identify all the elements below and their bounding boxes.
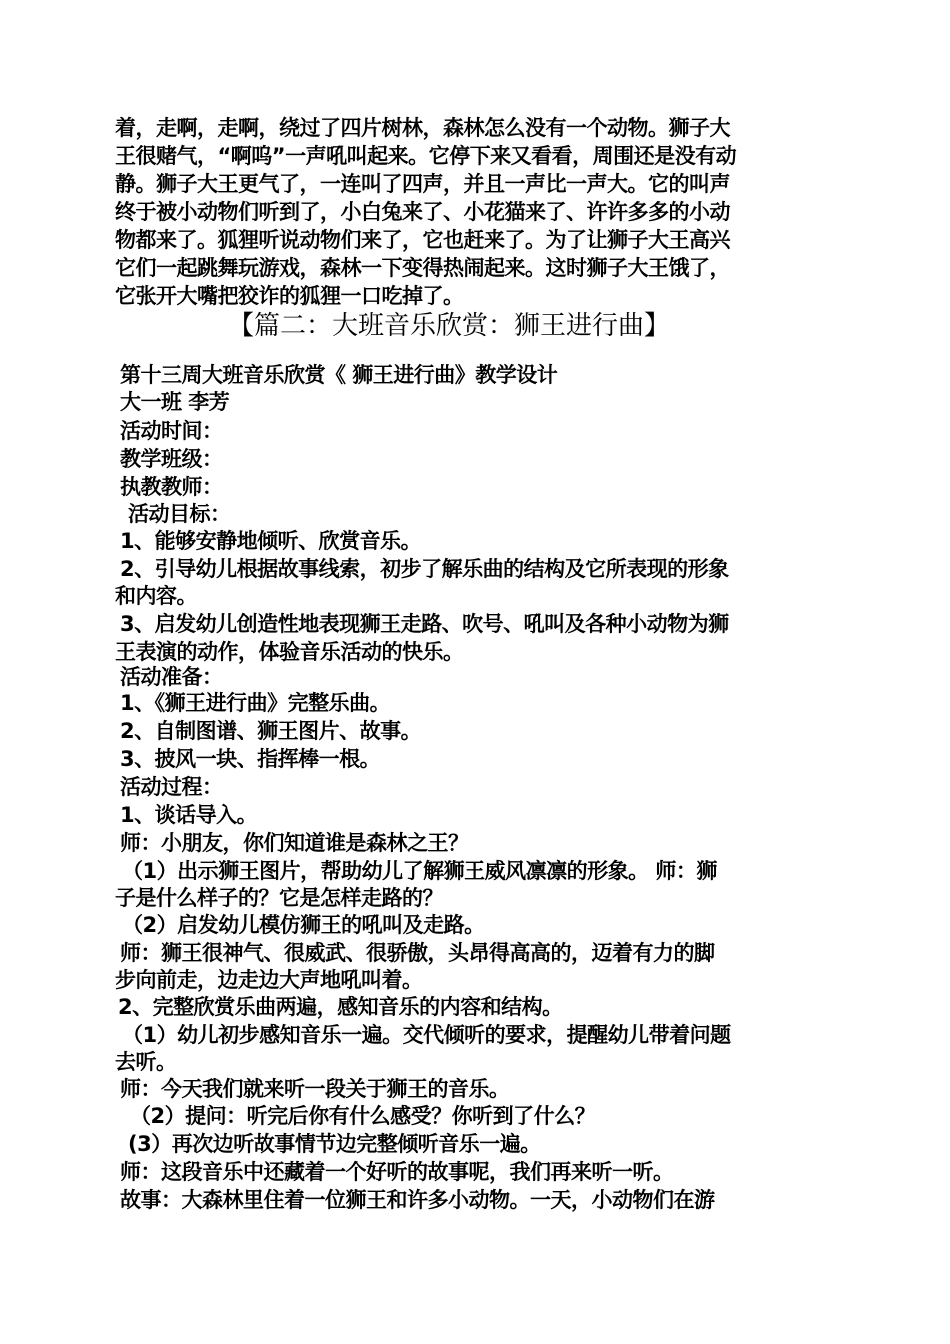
story-line: 物都来了。狐狸听说动物们来了，它也赶来了。为了让狮子大王高兴 — [115, 228, 730, 252]
preparation-item: 1、《狮王进行曲》完整乐曲。 — [120, 691, 391, 715]
preparation-item: 3、披风一块、指挥棒一根。 — [120, 747, 381, 771]
process-line: 2、完整欣赏乐曲两遍，感知音乐的内容和结构。 — [118, 995, 563, 1019]
lesson-title: 第十三周大班音乐欣赏《 狮王进行曲》教学设计 — [120, 363, 558, 387]
goal-item: 王表演的动作，体验音乐活动的快乐。 — [115, 640, 464, 664]
preparation-label: 活动准备： — [120, 665, 223, 689]
process-line: 1、谈话导入。 — [120, 803, 258, 827]
process-line: 子是什么样子的？它是怎样走路的？ — [115, 886, 443, 910]
process-line: （2）启发幼儿模仿狮王的吼叫及走路。 — [122, 913, 485, 937]
story-line: 王很赌气，“啊呜”一声吼叫起来。它停下来又看看，周围还是没有动 — [115, 144, 737, 168]
process-line: （1）出示狮王图片，帮助幼儿了解狮王威风凛凛的形象。 师：狮 — [122, 859, 717, 883]
goal-item: 1、能够安静地倾听、欣赏音乐。 — [120, 529, 422, 553]
process-line: （2）提问：听完后你有什么感受？你听到了什么？ — [130, 1104, 596, 1128]
process-line: （1）幼儿初步感知音乐一遍。交代倾听的要求，提醒幼儿带着问题 — [122, 1023, 731, 1047]
teaching-class-label: 教学班级： — [120, 447, 223, 471]
teacher-label: 执教教师： — [120, 475, 223, 499]
goal-item: 2、引导幼儿根据故事线索，初步了解乐曲的结构及它所表现的形象 — [120, 557, 729, 581]
goal-item: 3、启发幼儿创造性地表现狮王走路、吹号、吼叫及各种小动物为狮 — [120, 612, 729, 636]
process-line: 师：狮王很神气、很威武、很骄傲，头昂得高高的，迈着有力的脚 — [120, 941, 715, 965]
preparation-item: 2、自制图谱、狮王图片、故事。 — [120, 719, 422, 743]
goals-label: 活动目标： — [128, 502, 231, 526]
story-line: 终于被小动物们听到了，小白兔来了、小花猫来了、许许多多的小动 — [115, 200, 730, 224]
story-line: 它张开大嘴把狡诈的狐狸一口吃掉了。 — [115, 284, 464, 308]
story-line: 着，走啊，走啊，绕过了四片树林，森林怎么没有一个动物。狮子大 — [115, 116, 730, 140]
section-heading: 【篇二：大班音乐欣赏：狮王进行曲】 — [228, 311, 671, 341]
process-line: 故事：大森林里住着一位狮王和许多小动物。一天，小动物们在游 — [120, 1188, 715, 1212]
goal-item: 和内容。 — [115, 584, 197, 608]
class-teacher: 大一班 李芳 — [120, 390, 230, 414]
story-line: 它们一起跳舞玩游戏，森林一下变得热闹起来。这时狮子大王饿了， — [115, 256, 730, 280]
process-line: 师：今天我们就来听一段关于狮王的音乐。 — [120, 1077, 510, 1101]
process-label: 活动过程： — [120, 775, 223, 799]
process-line: 去听。 — [115, 1050, 177, 1074]
process-line: 师：小朋友，你们知道谁是森林之王？ — [120, 831, 469, 855]
story-line: 静。狮子大王更气了，一连叫了四声，并且一声比一声大。它的叫声 — [115, 172, 730, 196]
process-line: (3）再次边听故事情节边完整倾听音乐一遍。 — [128, 1132, 541, 1156]
activity-time-label: 活动时间： — [120, 419, 223, 443]
process-line: 步向前走，边走边大声地吼叫着。 — [115, 968, 423, 992]
process-line: 师：这段音乐中还藏着一个好听的故事呢，我们再来听一听。 — [120, 1160, 674, 1184]
